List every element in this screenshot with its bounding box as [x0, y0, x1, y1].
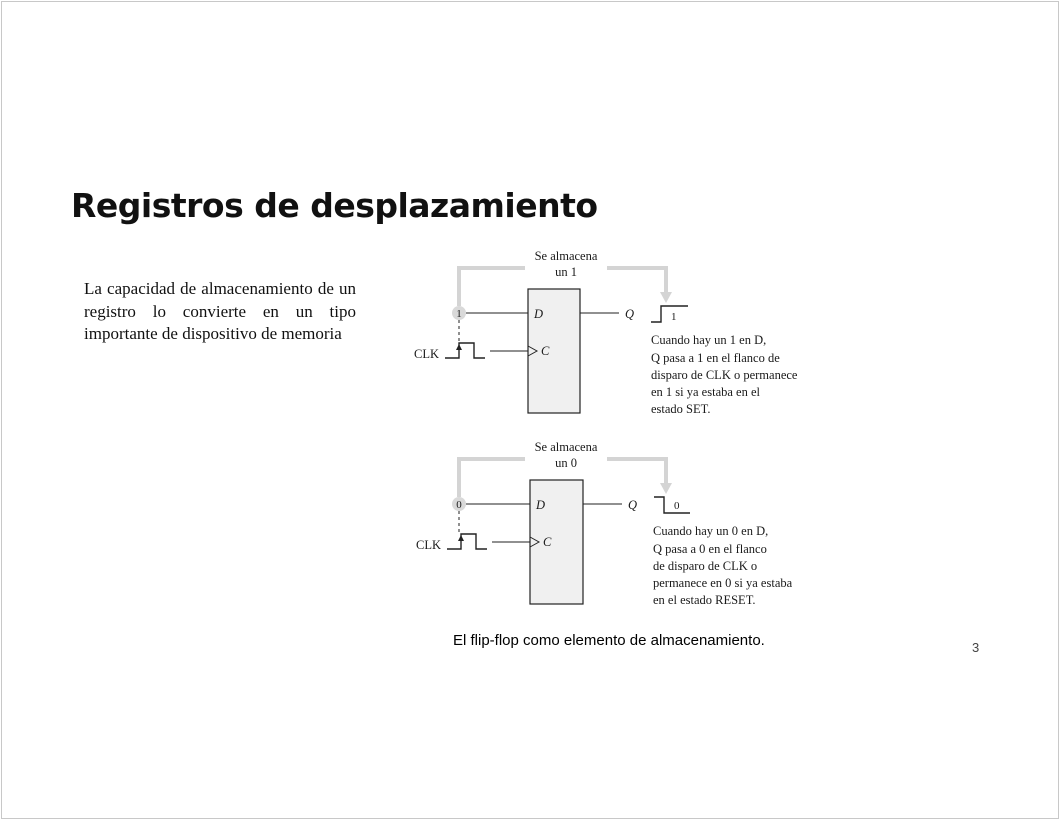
output-value-bottom: 0 [674, 500, 680, 512]
desc-bottom-4: permanece en 0 si ya estaba [653, 576, 793, 590]
input-value-bottom: 0 [456, 499, 462, 511]
header-bottom-line1: Se almacena [534, 440, 598, 454]
desc-top-2: Q pasa a 1 en el flanco de [651, 351, 780, 365]
c-label-bottom: C [543, 535, 552, 549]
flip-flop-top [414, 249, 798, 416]
page-number: 3 [972, 640, 980, 655]
figure-caption: El flip-flop como elemento de almacenamiento. [453, 632, 765, 649]
q-label-bottom: Q [628, 498, 638, 512]
desc-bottom-1: Cuando hay un 0 en D, [653, 524, 769, 538]
slide-title: Registros de desplazamiento [71, 186, 598, 225]
header-bottom-line2: un 0 [555, 456, 577, 470]
clk-edge-arrow-bottom [458, 535, 464, 541]
q-step-top [651, 306, 688, 322]
flip-flop-diagram [400, 240, 840, 620]
desc-top-1: Cuando hay un 1 en D, [651, 333, 767, 347]
d-label-bottom: D [536, 498, 546, 512]
d-label-top: D [534, 307, 544, 321]
desc-bottom-5: en el estado RESET. [653, 593, 756, 607]
input-value-top: 1 [456, 308, 462, 320]
header-top-line1: Se almacena [534, 249, 598, 263]
output-value-top: 1 [671, 311, 677, 323]
c-label-top: C [541, 344, 550, 358]
clk-label-top: CLK [414, 347, 439, 361]
desc-bottom-2: Q pasa a 0 en el flanco [653, 542, 767, 556]
desc-bottom-3: de disparo de CLK o [653, 559, 758, 573]
arrowhead-bottom [660, 483, 672, 494]
flip-flop-bottom [416, 440, 793, 607]
desc-top-3: disparo de CLK o permanece [651, 368, 798, 382]
body-paragraph: La capacidad de almacenamiento de un registro lo convierte en un tipo importante de dispositivo de memoria [84, 279, 356, 343]
desc-top-4: en 1 si ya estaba en el [651, 385, 760, 399]
clk-label-bottom: CLK [416, 538, 441, 552]
clk-edge-arrow-top [456, 344, 462, 350]
clk-pulse-top [445, 343, 485, 358]
header-top-line2: un 1 [555, 265, 577, 279]
q-step-bottom [654, 497, 690, 513]
q-label-top: Q [625, 307, 635, 321]
arrowhead-top [660, 292, 672, 303]
desc-top-5: estado SET. [651, 402, 711, 416]
clk-pulse-bottom [447, 534, 487, 549]
